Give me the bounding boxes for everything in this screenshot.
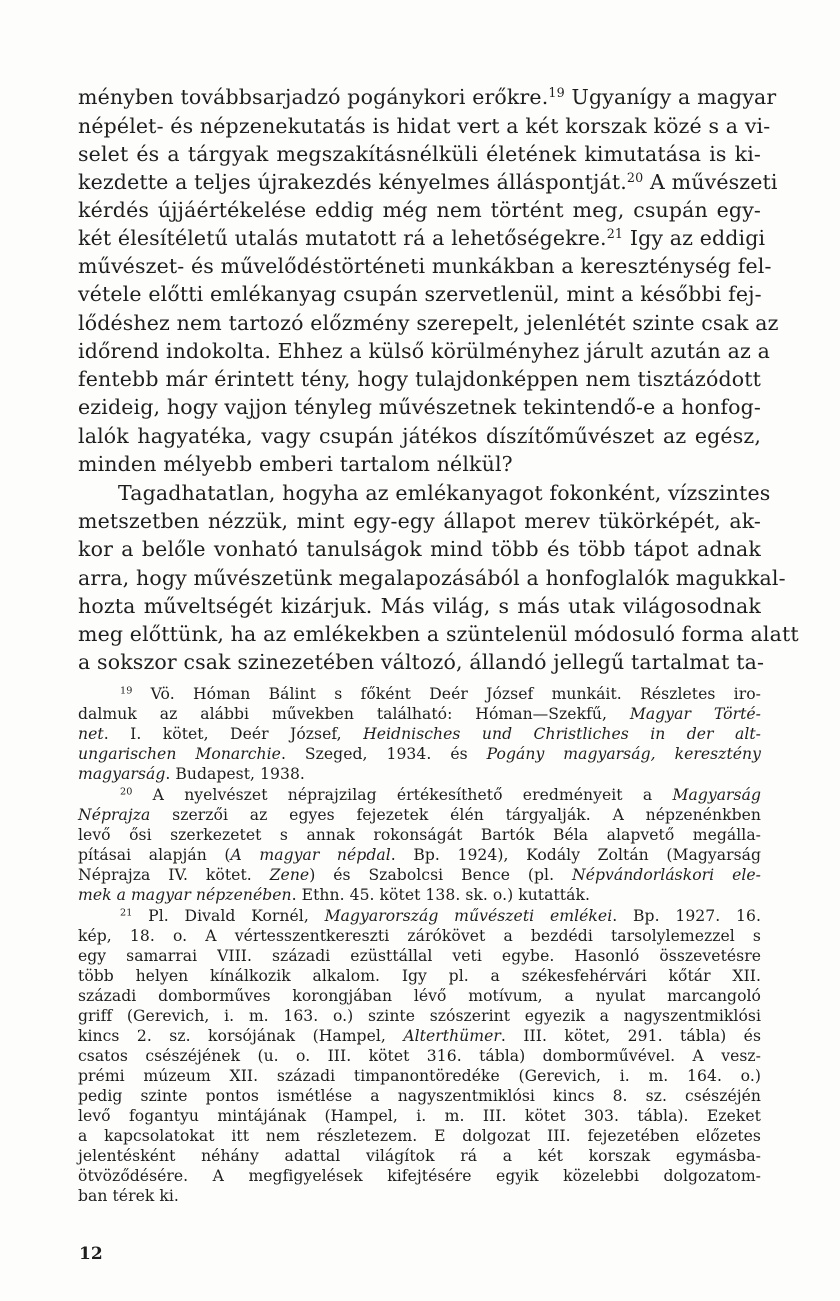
footnote-21-line-7: kincs 2. sz. korsójának (Hampel, Alterthümer. III. kötet, 291. tábla) és bbox=[78, 1027, 761, 1045]
footnote-20-line-1: $^{20}$ A nyelvészet néprajzilag értékesíthető eredményeit a Magyarság bbox=[120, 786, 761, 804]
page-number: 12 bbox=[79, 1244, 103, 1264]
body-line-11: fentebb már érintett tény, hogy tulajdonképpen nem tisztázódott bbox=[78, 367, 761, 391]
body-line-16: metszetben nézzük, mint egy-egy állapot merev tükörképét, ak- bbox=[78, 509, 761, 533]
body-line-1: ményben továbbsarjadzó pogánykori erőkre.$^{19}$ Ugyanígy a magyar bbox=[78, 85, 777, 109]
footnote-21-line-2: kép, 18. o. A vértesszentkereszti zárókövet a bezdédi tarsolylemezzel s bbox=[78, 927, 761, 945]
footnote-21-line-10: pedig szinte pontos ismétlése a nagyszentmiklósi kincs 8. sz. csészéjén bbox=[78, 1087, 761, 1105]
footnote-ref-21[interactable]: 21 bbox=[606, 226, 624, 242]
footnote-21-line-5: századi domborműves korongjában lévő motívum, a nyulat marcangoló bbox=[78, 987, 761, 1005]
footnote-19-marker: 19 bbox=[120, 685, 133, 697]
body-line-17: kor a belőle vonható tanulságok mind több és több tápot adnak bbox=[78, 537, 761, 561]
footnote-19-line-2: dalmuk az alábbi művekben található: Hóman—Szekfű, Magyar Törté- bbox=[78, 705, 761, 723]
footnote-20-marker: 20 bbox=[120, 786, 133, 798]
body-line-15: Tagadhatatlan, hogyha az emlékanyagot fokonként, vízszintes bbox=[118, 481, 771, 505]
body-line-13: lalók hagyatéka, vagy csupán játékos díszítőművészet az egész, bbox=[78, 424, 761, 448]
footnote-21-line-11: levő fogantyu mintájának (Hampel, i. m. III. kötet 303. tábla). Ezeket bbox=[78, 1107, 761, 1125]
footnote-19-line-4: ungarischen Monarchie. Szeged, 1934. és Pogány magyarság, keresztény bbox=[78, 745, 761, 763]
body-line-12: ezideig, hogy vajjon tényleg művészetnek tekintendő-e a honfog- bbox=[78, 395, 761, 419]
footnote-21-line-15: ban térek ki. bbox=[78, 1187, 179, 1205]
footnote-ref-20[interactable]: 20 bbox=[626, 170, 644, 186]
footnote-21-line-9: prémi múzeum XII. századi timpanontöredéke (Gerevich, i. m. 164. o.) bbox=[78, 1067, 761, 1085]
footnote-21-line-6: griff (Gerevich, i. m. 163. o.) szinte szószerint egyezik a nagyszentmiklósi bbox=[78, 1007, 761, 1025]
footnote-21-line-14: ötvöződésére. A megfigyelések kifejtésére egyik közelebbi dolgozatom- bbox=[78, 1167, 761, 1185]
body-line-6: két élesítéletű utalás mutatott rá a lehetőségekre.$^{21}$ Igy az eddigi bbox=[78, 226, 766, 250]
footnote-20-line-3: levő ősi szerkezetet s annak rokonságát Bartók Béla alapvető megálla- bbox=[78, 826, 761, 844]
body-line-18: arra, hogy művészetünk megalapozásából a honfoglalók magukkal- bbox=[78, 566, 786, 590]
footnote-19-line-5: magyarság. Budapest, 1938. bbox=[78, 765, 305, 783]
body-line-4: kezdette a teljes újrakezdés kényelmes álláspontját.$^{20}$ A művészeti bbox=[78, 170, 778, 194]
footnote-21-marker: 21 bbox=[120, 907, 133, 919]
body-line-19: hozta műveltségét kizárjuk. Más világ, s más utak világosodnak bbox=[78, 594, 761, 618]
footnote-21-line-4: több helyen kínálkozik alkalom. Igy pl. a székesfehérvári kőtár XII. bbox=[78, 967, 761, 985]
footnote-ref-19[interactable]: 19 bbox=[548, 85, 565, 101]
body-line-20: meg előttünk, ha az emlékekben a szüntelenül módosuló forma alatt bbox=[78, 622, 799, 646]
footnote-21-line-1: $^{21}$ Pl. Divald Kornél, Magyarország művészeti emlékei. Bp. 1927. 16. bbox=[120, 907, 761, 925]
body-line-21: a sokszor csak szinezetében változó, állandó jellegű tartalmat ta- bbox=[78, 650, 765, 674]
footnote-20-line-6: mek a magyar népzenében. Ethn. 45. kötet 138. sk. o.) kutatták. bbox=[78, 886, 590, 904]
body-line-10: időrend indokolta. Ehhez a külső körülményhez járult azután az a bbox=[78, 339, 770, 363]
body-line-3: selet és a tárgyak megszakításnélküli életének kimutatása is ki- bbox=[78, 142, 761, 166]
body-line-9: lődéshez nem tartozó előzmény szerepelt, jelenlétét szinte csak az bbox=[78, 311, 779, 335]
footnote-21-line-13: jelentésként néhány adattal világítok rá a két korszak egymásba- bbox=[78, 1147, 761, 1165]
body-line-8: vétele előtti emlékanyag csupán szervetlenül, mint a későbbi fej- bbox=[78, 282, 762, 306]
footnote-20-line-2: Néprajza szerzői az egyes fejezetek élén tárgyalják. A népzenénkben bbox=[78, 806, 761, 824]
footnote-20-line-4: pításai alapján (A magyar népdal. Bp. 1924), Kodály Zoltán (Magyarság bbox=[78, 846, 762, 864]
body-line-14: minden mélyebb emberi tartalom nélkül? bbox=[78, 452, 513, 476]
body-line-2: népélet- és népzenekutatás is hidat vert a két korszak közé s a vi- bbox=[78, 114, 771, 138]
footnote-19-line-3: net. I. kötet, Deér József, Heidnisches und Christliches in der alt- bbox=[78, 725, 761, 743]
footnote-21-line-8: csatos csészéjének (u. o. III. kötet 316. tábla) domborművével. A vesz- bbox=[78, 1047, 761, 1065]
footnote-19-line-1: $^{19}$ Vö. Hóman Bálint s főként Deér József munkáit. Részletes iro- bbox=[120, 685, 761, 703]
body-line-7: művészet- és művelődéstörténeti munkákban a kereszténység fel- bbox=[78, 254, 772, 278]
footnote-21-line-12: a kapcsolatokat itt nem részletezem. E dolgozat III. fejezetében előzetes bbox=[78, 1127, 761, 1145]
body-line-5: kérdés újjáértékelése eddig még nem történt meg, csupán egy- bbox=[78, 198, 761, 222]
footnote-20-line-5: Néprajza IV. kötet. Zene) és Szabolcsi Bence (pl. Népvándorláskori ele- bbox=[78, 866, 761, 884]
footnote-21-line-3: egy samarrai VIII. századi ezüsttállal veti egybe. Hasonló összevetésre bbox=[78, 947, 761, 965]
